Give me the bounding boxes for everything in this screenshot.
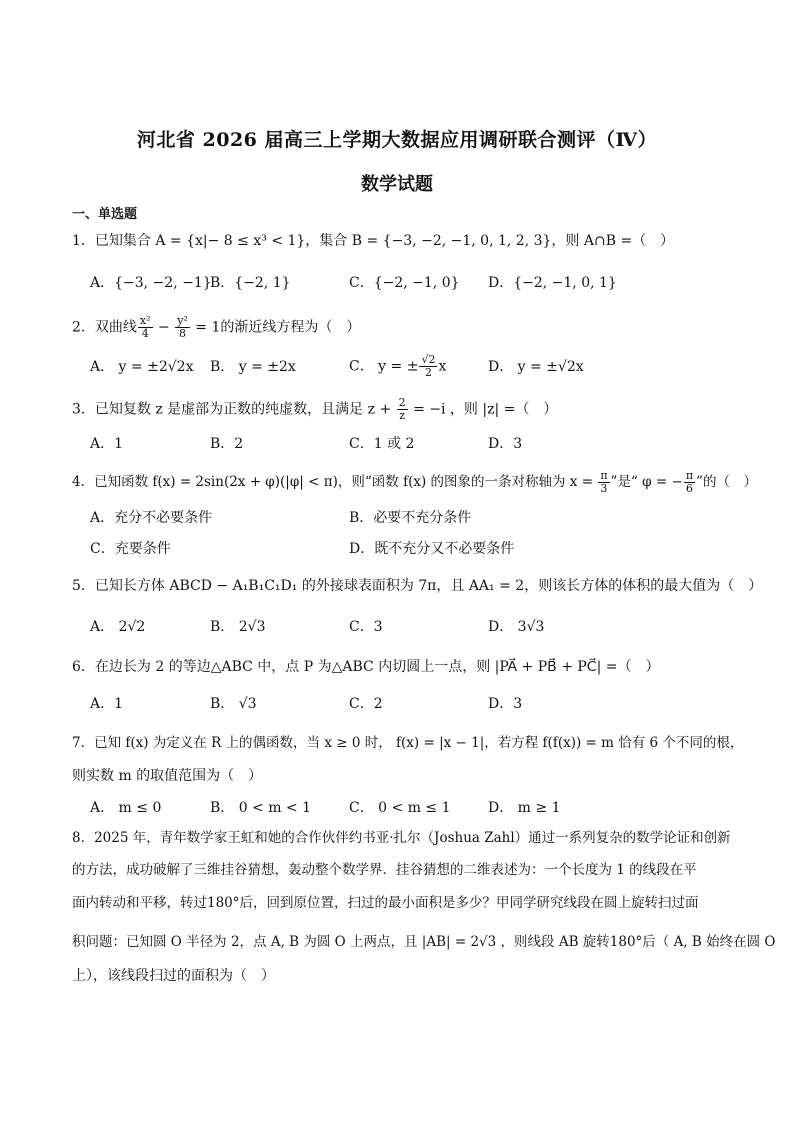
q4-fraction-a (598, 470, 609, 495)
q4-stem-post: ”的（ ） (696, 474, 757, 490)
q4-stem-pre: 4．已知函数 f(x) = 2sin(2x + φ)(|φ| < π)，则“函数 f(x) 的图象的一条对称轴为 x = (72, 474, 598, 490)
q4-frac-a-den: 3 (600, 482, 608, 495)
q6-option-d: D．3 (488, 696, 523, 712)
q1-option-d: D．{−2, −1, 0, 1} (488, 275, 617, 291)
q4-stem-mid: ”是“ φ = − (610, 474, 683, 490)
q2-minus: − (153, 319, 175, 336)
q4-frac-a-num: π (600, 469, 608, 482)
question-8-line-3: 面内转动和平移，转过180°后，回到原位置，扫过的最小面积是多少？甲同学研究线段在圆上旋转扫过面 (72, 895, 699, 911)
q2-option-a: A． y = ±2√2x (90, 359, 194, 375)
q7-option-c: C． 0 < m ≤ 1 (349, 800, 451, 816)
q3-frac-num: 2 (398, 396, 406, 409)
q3-option-b: B．2 (210, 436, 244, 452)
q6-option-a: A．1 (90, 696, 124, 712)
q4-fraction-b (684, 470, 695, 495)
q2-fraction-y (175, 315, 190, 340)
q6-option-b: B． √3 (210, 696, 257, 712)
question-5-stem: 5．已知长方体 ABCD − A₁B₁C₁D₁ 的外接球表面积为 7π，且 AA₁ = 2，则该长方体的体积的最大值为（ ） (72, 578, 763, 594)
q2-frac-y-den: 8 (179, 327, 186, 340)
q3-option-a: A．1 (90, 436, 124, 452)
section-heading: 一、单选题 (72, 207, 138, 222)
q7-option-a: A． m ≤ 0 (90, 800, 162, 816)
q4-frac-b-den: 6 (685, 482, 693, 495)
q3-stem-post: = −i ，则 |z| =（ ） (408, 401, 558, 418)
q2-stem-post: = 1的渐近线方程为（ ） (190, 319, 361, 336)
q4-option-b: B．必要不充分条件 (349, 510, 472, 526)
q2-stem-pre: 2．双曲线 (72, 319, 137, 336)
q4-option-d: D．既不充分又不必要条件 (349, 541, 515, 557)
q2-frac-y-num: y² (177, 314, 188, 327)
q5-option-a: A． 2√2 (90, 619, 146, 635)
question-7-stem-line-2: 则实数 m 的取值范围为（ ） (72, 768, 263, 784)
q2-option-c-num: √2 (421, 353, 436, 366)
exam-title: 河北省 2026 届高三上学期大数据应用调研联合测评（Ⅳ） (136, 129, 658, 151)
q7-option-d: D． m ≥ 1 (488, 800, 561, 816)
q2-option-b: B． y = ±2x (210, 359, 296, 375)
q4-option-a: A．充分不必要条件 (90, 510, 213, 526)
q1-option-a: A．{−3, −2, −1} (90, 275, 212, 291)
q2-frac-x-den: 4 (141, 327, 149, 340)
q5-option-d: D． 3√3 (488, 619, 545, 635)
q2-frac-x-num: x² (139, 314, 151, 327)
q1-option-b: B．{−2, 1} (210, 275, 291, 291)
q5-option-c: C．3 (349, 619, 383, 635)
question-7-stem-line-1: 7．已知 f(x) 为定义在 R 上的偶函数，当 x ≥ 0 时， f(x) = |x − 1|，若方程 f(f(x)) = m 恰有 6 个不同的根， (72, 735, 744, 751)
question-8-line-4: 积问题：已知圆 O 半径为 2，点 A, B 为圆 O 上两点，且 |AB| = 2√3 ，则线段 AB 旋转180°后（ A, B 始终在圆 O (72, 934, 776, 950)
q4-option-c: C．充要条件 (90, 541, 171, 557)
question-3-stem (72, 397, 732, 422)
question-1-stem: 1．已知集合 A = {x|− 8 ≤ x³ < 1}，集合 B = {−3, −2, −1, 0, 1, 2, 3}，则 A∩B =（ ） (72, 233, 675, 249)
q7-option-b: B． 0 < m < 1 (210, 800, 312, 816)
q6-option-c: C．2 (349, 696, 383, 712)
q3-frac-den: z (399, 409, 406, 422)
question-4-stem (72, 469, 757, 495)
q5-option-b: B． 2√3 (210, 619, 266, 635)
exam-subtitle: 数学试题 (361, 174, 433, 195)
question-8-line-1: 8．2025 年，青年数学家王虹和她的合作伙伴约书亚·扎尔（Joshua Zahl）通过一系列复杂的数学论证和创新 (72, 830, 731, 846)
q2-option-d: D． y = ±√2x (488, 359, 584, 375)
question-2-stem (72, 315, 732, 340)
q2-option-c (349, 354, 446, 379)
q3-stem-pre: 3．已知复数 z 是虚部为正数的纯虚数，且满足 z + (72, 401, 396, 418)
q2-option-c-pre: C． y = ± (349, 358, 419, 375)
q1-option-c: C．{−2, −1, 0} (349, 275, 460, 291)
q3-fraction (397, 397, 408, 422)
q3-option-d: D．3 (488, 436, 523, 452)
q2-option-c-den: 2 (424, 366, 432, 379)
q2-option-c-fraction (419, 354, 437, 379)
q2-fraction-x (138, 315, 153, 340)
question-8-line-2: 的方法，成功破解了三维挂谷猜想，轰动整个数学界．挂谷猜想的二维表述为：一个长度为 1 的线段在平 (72, 862, 697, 878)
q2-option-c-post: x (438, 358, 447, 375)
question-6-stem: 6．在边长为 2 的等边△ABC 中，点 P 为△ABC 内切圆上一点，则 |PA⃗ + PB⃗ + PC⃗| =（ ） (72, 659, 660, 675)
q4-frac-b-num: π (685, 469, 694, 482)
question-8-line-5: 上），该线段扫过的面积为（ ） (72, 968, 275, 984)
q3-option-c: C．1 或 2 (349, 436, 415, 452)
